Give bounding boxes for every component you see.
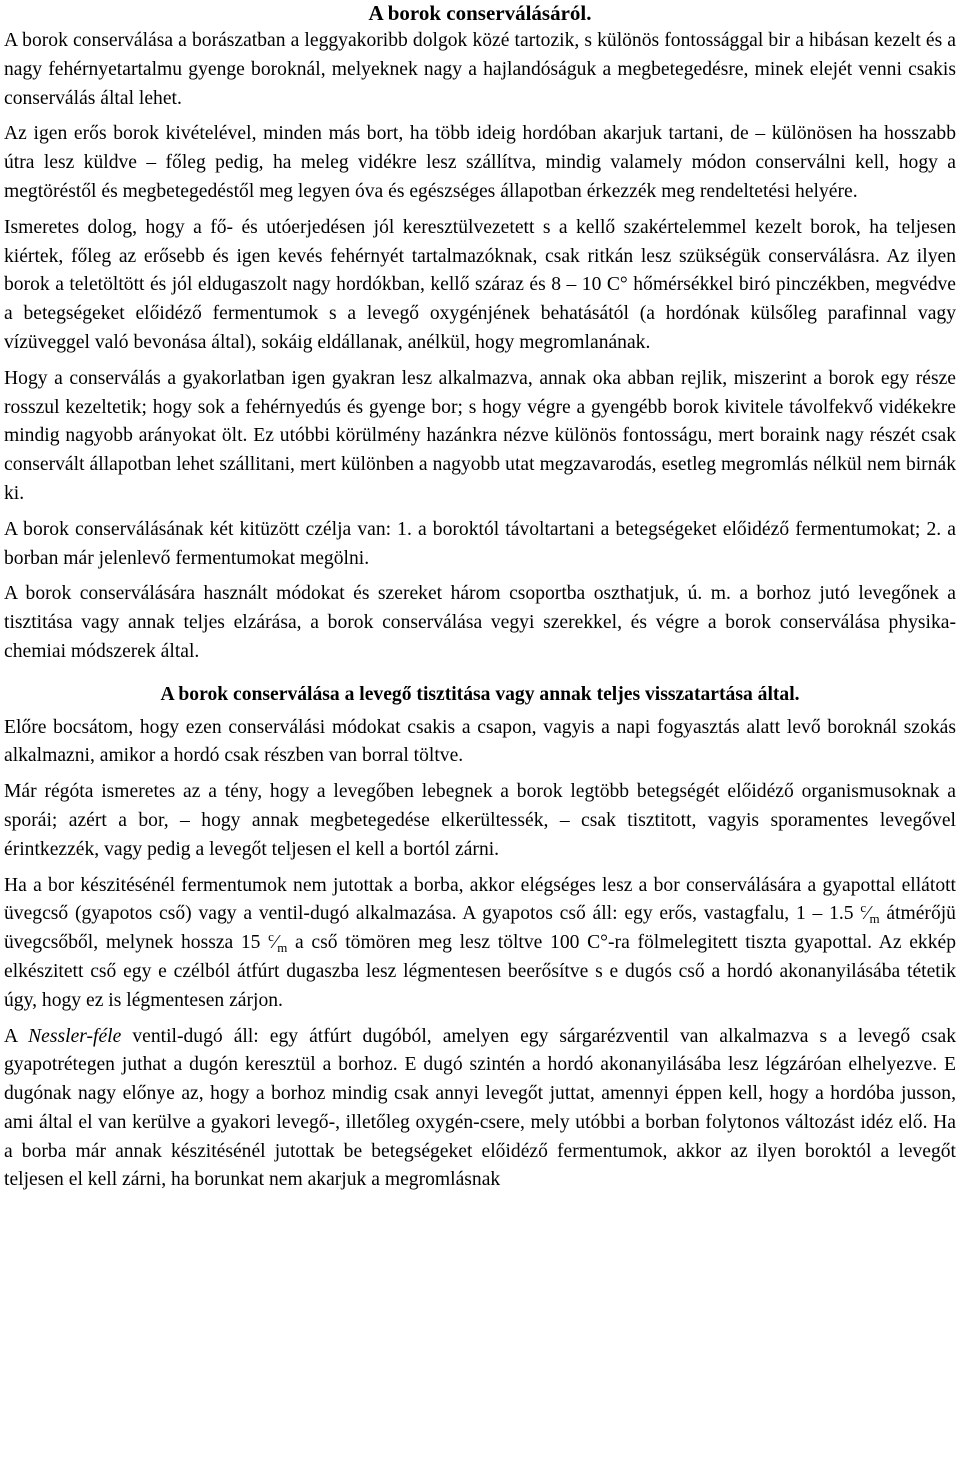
fraction-denominator: m	[869, 911, 880, 927]
nessler-text-before: A	[4, 1025, 29, 1047]
fraction-numerator: c	[268, 929, 274, 945]
paragraph-strong-wines: Az igen erős borok kivételével, minden más bort, ha több ideig hordóban akarjuk tartani, de – különösen ha hosszabb útra lesz küldve – főleg pedig, ha meleg vidékre lesz szállítva, mindig valamely módon conserválni kell, hogy a megtöréstől és megbetegedéstől meg legyen óva és egészséges állapotban érkezzék meg rendeltetési helyére.	[4, 123, 956, 202]
cotton-text-1: Ha a bor készitésénél fermentumok nem jutottak a borba, akkor elégséges lesz a bor conserválására a gyapottal ellátott üvegcső (gyapotos cső) vagy a ventil-dugó alkalmazása. A gyapotos cső áll: egy erős, vastagfalu, 1 – 1.5	[4, 874, 956, 925]
paragraph-practice: Hogy a conserválás a gyakorlatban igen gyakran lesz alkalmazva, annak oka abban rejlik, miszerint a borok egy része rosszul kezeltetik; hogy sok a fehérnyedús és gyenge bor; s hogy végre a gyengébb borok kivitele távolfekvő vidékekre mindig nagyobb arányokat ölt. Ez utóbbi körülmény hazánkra nézve különös fontosságu, mert boraink nagy részét csak conservált állapotban lehet szállitani, mert különben a nagyobb utat megzavarodás, esetleg megromlás nélkül nem birnák ki.	[4, 367, 956, 504]
paragraph-preface: Előre bocsátom, hogy ezen conserválási módokat csakis a csapon, vagyis a napi fogyasztás alatt levő boroknál szokás alkalmazni, amikor a hordó csak részben van borral töltve.	[4, 716, 956, 767]
paragraph-cotton-tube	[4, 872, 956, 1016]
fraction-numerator: c	[860, 900, 867, 916]
section-heading: A borok conserválása a levegő tisztitása vagy annak teljes visszatartása által.	[160, 683, 800, 705]
paragraph-goals: A borok conserválásának két kitüzött czélja van: 1. a boroktól távoltartani a betegségeket előidéző fermentumokat; 2. a borban már jelenlevő fermentumokat megölni.	[4, 518, 956, 569]
fraction-cm-2: $^c⁄_m$	[268, 929, 288, 956]
cotton-text-2: átmérőjü üvegcsőből, melynek hossza 15	[4, 903, 956, 954]
fraction-denominator: m	[277, 940, 288, 956]
document-title: A borok conserválásáról.	[368, 1, 592, 25]
paragraph-known-fact: Ismeretes dolog, hogy a fő- és utóerjedésen jól keresztülvezetett s a kellő szakértelemmel kezelt borok, ha teljesen kiértek, főleg az erősebb és igen kevés fehérnyét tartalmazóknak, csak ritkán lesz szükségük conserválásra. Az ilyen borok a teletöltött és jól eldugaszolt nagy hordókban, kellő száraz és 8 – 10 C° hőmérsékkel biró pinczékben, megvédve a betegségeket előidéző fermentumok s a levegő oxygénjének behatásától (a hordónak külsőleg parafinnal vagy vízüveggel való bevonása által), sokáig eldállanak, anélkül, hogy megromlanának.	[4, 216, 956, 353]
paragraph-spores: Már régóta ismeretes az a tény, hogy a levegőben lebegnek a borok legtöbb betegségét előidéző organismusoknak a sporái; azért a bor, – hogy annak megbetegedése elkerültessék, – csak tisztitott, vagyis sporamentes levegővel érintkezzék, vagy pedig a levegőt teljesen el kell a bortól zárni.	[4, 781, 956, 860]
paragraph-intro: A borok conserválása a borászatban a leggyakoribb dolgok közé tartozik, s különös fontossággal bir a hibásan kezelt és a nagy fehérnyetartalmu gyenge boroknál, melyeknek nagy a hajlandóságuk a megbetegedésre, minek elejét venni csakis conserválás által lehet.	[4, 30, 956, 109]
paragraph-methods: A borok conserválására használt módokat és szereket három csoportba oszthatjuk, ú. m. a borhoz jutó levegőnek a tisztitása vagy annak teljes elzárása, a borok conserválása vegyi szerekkel, és végre a borok conserválása physika-chemiai módszerek által.	[4, 583, 956, 662]
paragraph-nessler	[4, 1023, 956, 1196]
fraction-cm-1: $^c⁄_m$	[860, 900, 880, 927]
nessler-name: Nessler-féle	[28, 1025, 122, 1047]
cotton-text-3: a cső tömören meg lesz töltve 100 C°-ra fölmelegitett tiszta gyapottal. Az ekkép elkészitett cső egy e czélból átfúrt dugaszba lesz légmentesen beerősítve s e dugós cső a hordó akonanyilásába tétetik úgy, hogy ez is légmentesen zárjon.	[4, 932, 956, 1011]
nessler-text-after: ventil-dugó áll: egy átfúrt dugóból, amelyen egy sárgarézventil van alkalmazva s a levegő csak gyapotrétegen juthat a dugón keresztül a borhoz. E dugó szintén a hordó akonanyilásába lesz légzáróan elhelyezve. E dugónak nagy előnye az, hogy a borhoz mindig csak annyi levegőt juttat, amennyi éppen kell, hogy a hordóba jusson, ami által el van kerülve a gyakori levegő-, illetőleg oxygén-csere, mely utóbbi a borban folytonos változást idéz elő. Ha a borba már annak készitésénél jutottak be betegségeket előidéző fermentumok, akkor az ilyen boroktól a levegőt teljesen el kell zárni, ha borunkat nem akarjuk a megromlásnak	[4, 1025, 956, 1191]
